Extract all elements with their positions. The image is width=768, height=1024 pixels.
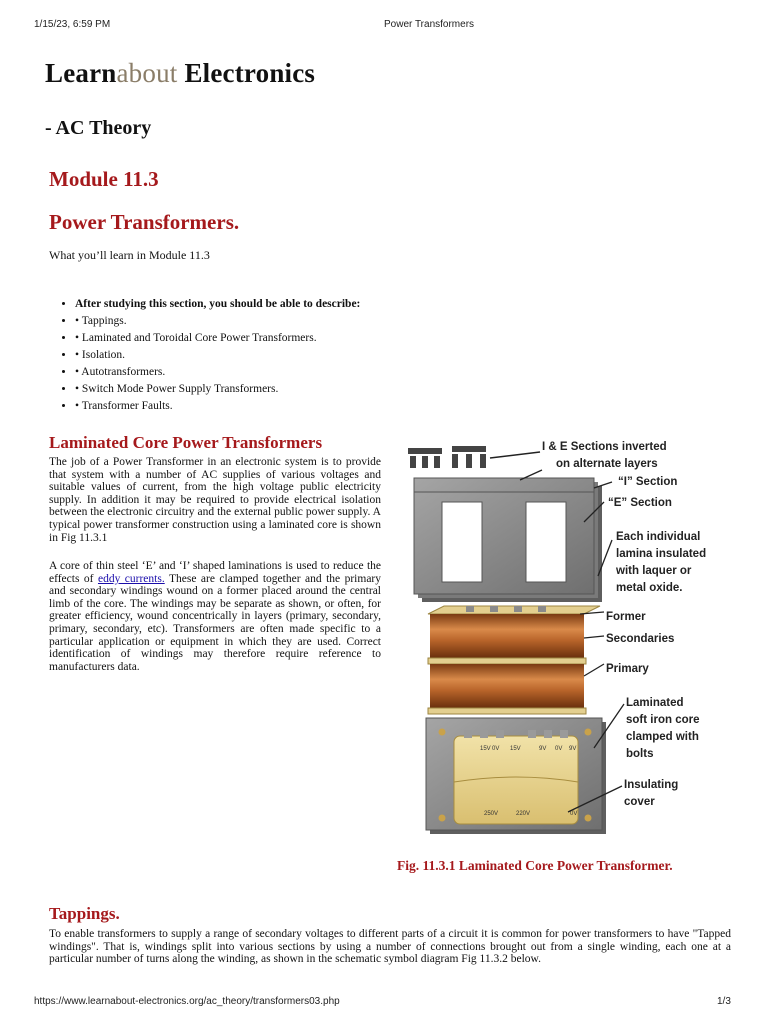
objective-item: • • Laminated and Toroidal Core Power Transformers.	[75, 330, 360, 347]
laminated-heading: Laminated Core Power Transformers	[49, 433, 323, 452]
objectives-intro: • After studying this section, you should be able to describe:	[75, 296, 360, 313]
terminal-label: 220V	[516, 811, 531, 817]
terminal-label: 15V	[480, 746, 491, 752]
section-subtitle: - AC Theory	[45, 117, 152, 139]
tappings-heading: Tappings.	[49, 904, 120, 923]
site-title-electronics: Electronics	[177, 58, 316, 88]
label-e-section: “E” Section	[608, 497, 672, 509]
laminated-paragraph-1: The job of a Power Transformer in an electronic system is to provide that system with a number of AC supplies of various voltages and suitable values of current, from the high voltage public electricity supply. In addition it may be required to provide electrical isolation between the electronic circuitry and the external public power supply. A typical power transformer construction using a laminated core is shown in Fig 11.3.1	[49, 456, 381, 544]
terminal-label: 0V	[492, 746, 500, 752]
laminated-core-top	[414, 478, 602, 602]
tappings-paragraph: To enable transformers to supply a range of secondary voltages to different parts of a circuit it is common for power transformers to have "Tapped windings". That is, windings split into various sections by using a number of connections brought out from a single winding, each one at a particular number of turns along the winding, as shown in the schematic symbol diagram Fig 11.3.2 below.	[49, 928, 731, 966]
print-title: Power Transformers	[384, 19, 475, 30]
site-title-learn: Learn	[45, 58, 117, 88]
eddy-currents-link[interactable]: eddy currents.	[97, 572, 165, 585]
objective-item: • • Isolation.	[75, 347, 360, 364]
objective-item: • • Autotransformers.	[75, 364, 360, 381]
label-lamina-2: lamina insulated	[616, 548, 707, 560]
label-core-2: soft iron core	[626, 714, 700, 726]
label-core-1: Laminated	[626, 697, 684, 709]
label-lamina-4: metal oxide.	[616, 582, 683, 594]
terminal-label: 9V	[539, 746, 547, 752]
label-cover-1: Insulating	[624, 779, 679, 791]
windings	[428, 606, 600, 714]
p2-before-link: A core of thin steel ‘E’ and ‘I’ shaped laminations is used to reduce the effects of	[49, 560, 381, 585]
label-ie-sections-1: I & E Sections inverted	[542, 441, 667, 453]
transformer-figure	[408, 436, 728, 848]
objective-item: • • Switch Mode Power Supply Transformers.	[75, 381, 360, 398]
terminal-label: 15V	[510, 746, 521, 752]
terminal-label: 0V	[555, 746, 563, 752]
figure-caption: Fig. 11.3.1 Laminated Core Power Transformer.	[397, 858, 673, 873]
learn-intro: What you’ll learn in Module 11.3	[49, 248, 210, 262]
p2-after-link: These are clamped together and the primary and secondary windings wound on a former placed around the central limb of the core. The windings may be separate as shown, or often, for greater efficiency, wound concentrically in layers (primary, secondary, primary, secondary, etc). Transformers are often made specific to a particular application or equipment in which they are used. Correct identification of windings may therefore require reference to manufacturers data.	[49, 572, 381, 673]
terminal-label: 250V	[484, 811, 499, 817]
terminal-label: 0V	[570, 811, 578, 817]
print-datetime: 1/15/23, 6:59 PM	[34, 19, 111, 30]
label-i-section: “I” Section	[618, 476, 678, 488]
label-cover-2: cover	[624, 796, 655, 808]
label-primary: Primary	[606, 663, 649, 675]
assembled-transformer	[426, 718, 606, 834]
label-lamina-1: Each individual	[616, 531, 701, 543]
label-core-4: bolts	[626, 748, 654, 760]
page-title: Power Transformers.	[49, 210, 240, 234]
site-title-about: about	[116, 58, 178, 88]
label-former: Former	[606, 611, 646, 623]
label-lamina-3: with laquer or	[616, 565, 692, 577]
objective-item: • • Transformer Faults.	[75, 398, 360, 415]
print-page-number: 1/3	[717, 996, 731, 1007]
laminated-paragraph-2	[49, 560, 381, 673]
label-secondaries: Secondaries	[606, 633, 675, 645]
print-url: https://www.learnabout-electronics.org/ac_theory/transformers03.php	[34, 996, 340, 1007]
label-ie-sections-2: on alternate layers	[556, 458, 658, 470]
ie-symbols	[408, 446, 540, 468]
objectives-list	[53, 296, 360, 415]
terminal-label: 9V	[569, 746, 577, 752]
label-core-3: clamped with	[626, 731, 699, 743]
site-title	[45, 58, 315, 89]
module-number: Module 11.3	[49, 167, 159, 191]
objective-item: • • Tappings.	[75, 313, 360, 330]
